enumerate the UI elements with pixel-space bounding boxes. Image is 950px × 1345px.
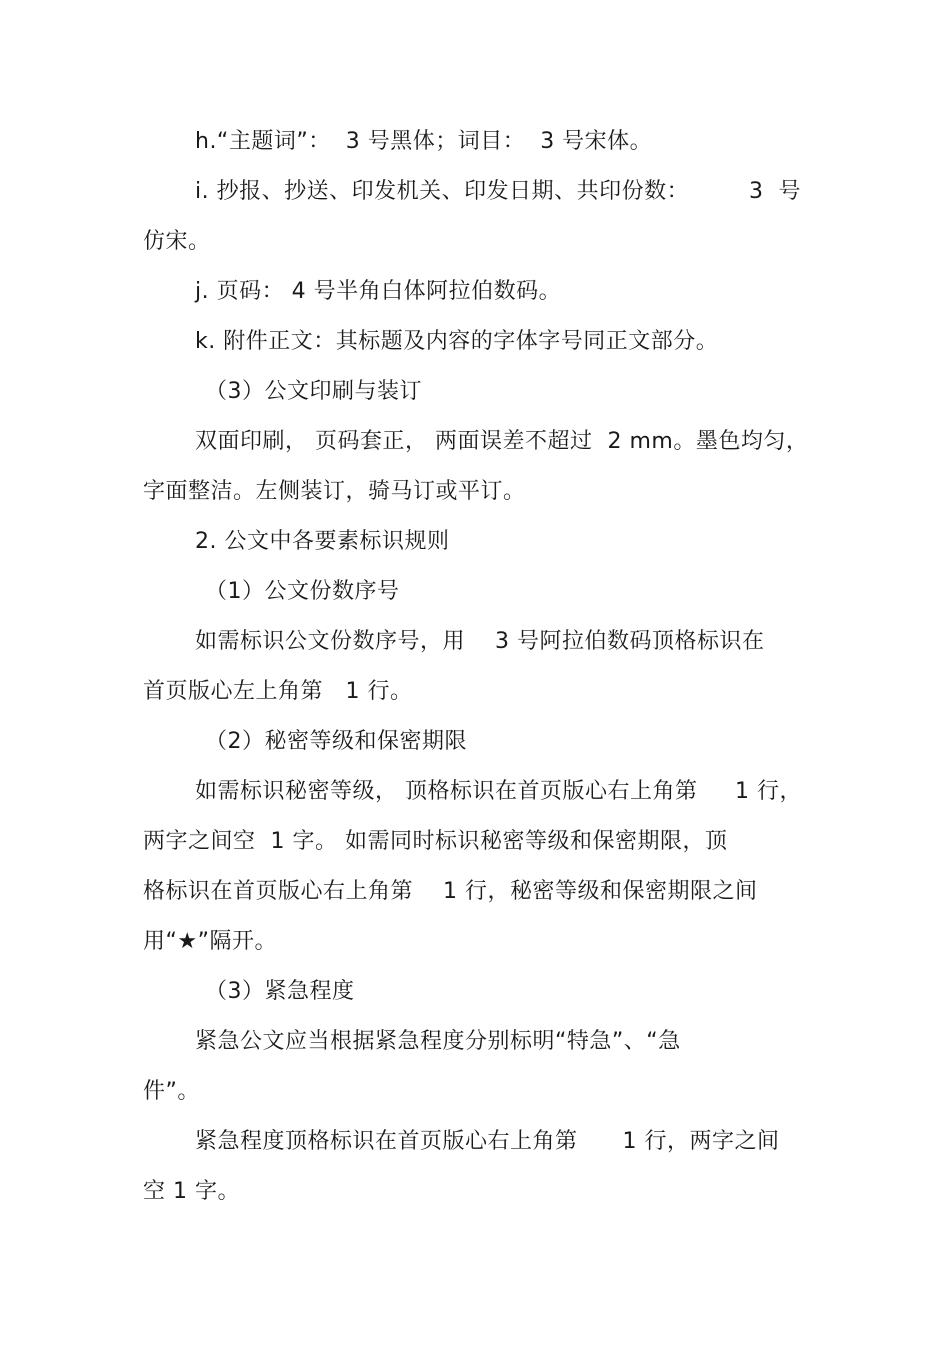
paragraph-secrecy: 如需标识秘密等级， 顶格标识在首页版心右上角第 1 行，	[195, 779, 802, 804]
subsection-heading-copy-number: （1）公文份数序号	[205, 579, 400, 604]
clause-i-distribution: i. 抄报、抄送、印发机关、印发日期、共印份数： 3 号	[195, 179, 802, 204]
subsection-heading-urgency: （3）紧急程度	[205, 979, 355, 1004]
paragraph-urgency-position: 紧急程度顶格标识在首页版心右上角第 1 行，两字之间	[195, 1129, 780, 1154]
clause-j-page-number: j. 页码： 4 号半角白体阿拉伯数码。	[195, 279, 562, 304]
section-heading-printing-binding: （3）公文印刷与装订	[205, 379, 422, 404]
paragraph-urgency-position-continuation: 空 1 字。	[143, 1179, 240, 1204]
paragraph-printing-continuation: 字面整洁。左侧装订，骑马订或平订。	[143, 479, 526, 504]
paragraph-copy-number-continuation: 首页版心左上角第 1 行。	[143, 679, 413, 704]
section-heading-element-rules: 2. 公文中各要素标识规则	[195, 529, 450, 554]
paragraph-secrecy-line-3: 格标识在首页版心右上角第 1 行，秘密等级和保密期限之间	[143, 879, 758, 904]
clause-k-attachment: k. 附件正文：其标题及内容的字体字号同正文部分。	[195, 329, 719, 354]
clause-h-subject-words: h.“主题词”： 3 号黑体；词目： 3 号宋体。	[195, 129, 653, 154]
clause-i-continuation: 仿宋。	[143, 229, 211, 254]
subsection-heading-secrecy: （2）秘密等级和保密期限	[205, 729, 467, 754]
paragraph-printing: 双面印刷， 页码套正， 两面误差不超过 2 mm。墨色均匀，	[195, 429, 809, 454]
paragraph-secrecy-line-4: 用“★”隔开。	[143, 929, 278, 954]
paragraph-copy-number: 如需标识公文份数序号，用 3 号阿拉伯数码顶格标识在	[195, 629, 765, 654]
paragraph-urgency: 紧急公文应当根据紧急程度分别标明“特急”、“急	[195, 1029, 681, 1054]
paragraph-urgency-continuation: 件”。	[143, 1079, 200, 1104]
paragraph-secrecy-line-2: 两字之间空 1 字。 如需同时标识秘密等级和保密期限，顶	[143, 829, 728, 854]
